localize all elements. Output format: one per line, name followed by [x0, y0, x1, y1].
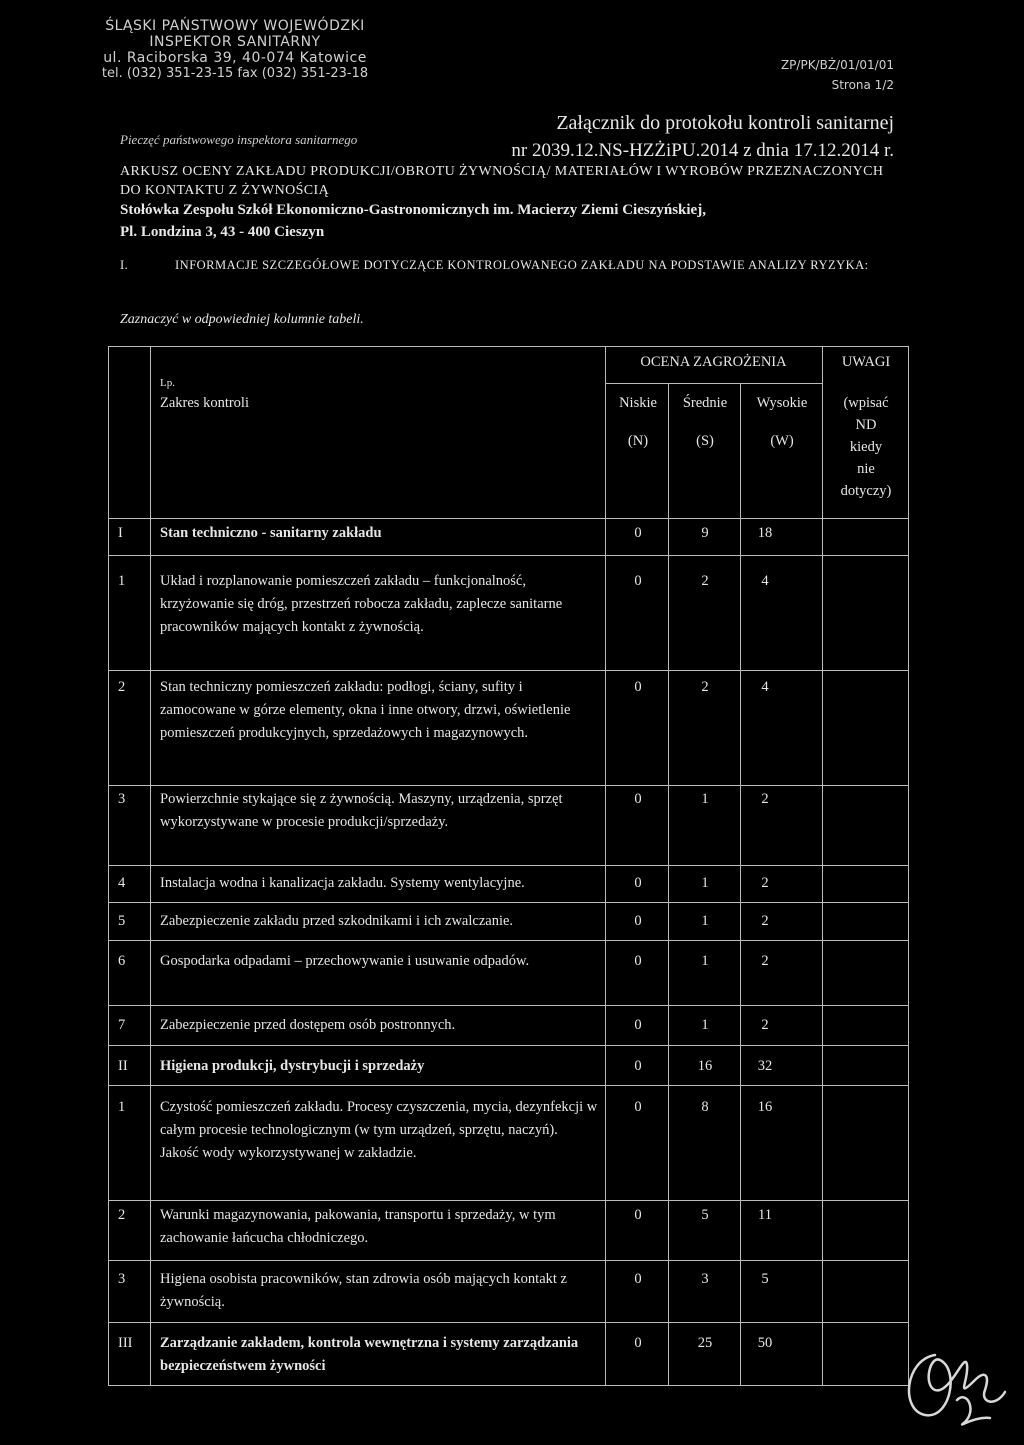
table-divider [108, 1085, 908, 1086]
handwritten-signature [895, 1330, 1015, 1430]
row-low: 0 [634, 913, 642, 929]
row-low: 0 [634, 953, 642, 969]
row-scope: Powierzchnie stykające się z żywnością. Maszyny, urządzenia, sprzęt wykorzystywane w procesie produkcji/sprzedaży. [160, 791, 563, 830]
row-low: 0 [634, 1099, 642, 1115]
facility-info [120, 199, 706, 243]
section-heading [120, 255, 898, 275]
header-medium: Średnie [682, 395, 728, 411]
row-number: 6 [118, 953, 126, 969]
row-medium: 9 [701, 525, 709, 541]
row-high: 32 [757, 1058, 773, 1074]
stamp-line-1: ŚLĄSKI PAŃSTWOWY WOJEWÓDZKI [105, 18, 365, 34]
table-divider [108, 1005, 908, 1006]
document-code: ZP/PK/BŻ/01/01/01 [780, 58, 894, 72]
attachment-number: nr 2039.12.NS-HZŻiPU.2014 z dnia 17.12.2014 r. [511, 140, 894, 161]
row-number: 7 [118, 1017, 126, 1033]
table-border-bottom [108, 1385, 908, 1386]
table-divider [108, 865, 908, 866]
table-divider [108, 1200, 908, 1201]
table-divider [605, 383, 822, 384]
table-divider [108, 940, 908, 941]
row-high: 50 [757, 1335, 773, 1351]
table-divider [108, 555, 908, 556]
row-number: 2 [118, 1207, 126, 1223]
document-reference [781, 55, 894, 95]
row-medium: 3 [701, 1271, 709, 1287]
row-medium: 1 [701, 875, 709, 891]
table-border-right [908, 346, 909, 1386]
row-medium: 1 [701, 791, 709, 807]
table-border-left [108, 346, 109, 1386]
row-medium: 25 [697, 1335, 713, 1351]
header-notes-hint: (wpisać ND kiedy nie dotyczy) [840, 395, 892, 499]
table-border-top [108, 346, 908, 347]
row-scope: Higiena osobista pracowników, stan zdrowia osób mających kontakt z żywnością. [160, 1271, 567, 1310]
row-scope: Zarządzanie zakładem, kontrola wewnętrzna i systemy zarządzania bezpieczeństwem żywności [160, 1335, 579, 1374]
section-number: I. [120, 258, 129, 272]
row-low: 0 [634, 875, 642, 891]
row-low: 0 [634, 1207, 642, 1223]
row-high: 2 [761, 1017, 769, 1033]
row-scope: Gospodarka odpadami – przechowywanie i usuwanie odpadów. [160, 953, 530, 969]
stamp-line-2: INSPEKTOR SANITARNY [149, 34, 321, 50]
table-divider [668, 383, 669, 1386]
table-divider [108, 670, 908, 671]
row-high: 2 [761, 875, 769, 891]
table-divider [605, 346, 606, 1386]
row-high: 11 [758, 1207, 772, 1223]
page-indicator: Strona 1/2 [831, 78, 894, 92]
header-low: Niskie [619, 395, 657, 411]
row-scope: Stan techniczny pomieszczeń zakładu: podłogi, ściany, sufity i zamocowane w górze elementy, okna i inne otwory, drzwi, oświetlenie pomieszczeń produkcyjnych, sprzedażowych i magazynowych. [160, 679, 571, 741]
table-divider [108, 1045, 908, 1046]
facility-name: Stołówka Zespołu Szkół Ekonomiczno-Gastronomicznych im. Macierzy Ziemi Cieszyńskiej, [120, 202, 706, 218]
row-high: 4 [761, 679, 769, 695]
row-number: 2 [118, 679, 126, 695]
stamp-line-3: ul. Raciborska 39, 40-074 Katowice [103, 50, 367, 66]
row-high: 4 [761, 573, 769, 589]
header-high-code: (W) [770, 433, 794, 449]
header-notes: UWAGI [841, 354, 891, 370]
row-number: I [118, 525, 123, 541]
row-high: 2 [761, 791, 769, 807]
table-divider [822, 346, 823, 1386]
row-low: 0 [634, 1335, 642, 1351]
row-high: 16 [757, 1099, 773, 1115]
row-low: 0 [634, 1017, 642, 1033]
sheet-title: ARKUSZ OCENY ZAKŁADU PRODUKCJI/OBROTU ŻYWNOŚCIĄ/ MATERIAŁÓW I WYROBÓW PRZEZNACZONYCH DO KONTAKTU Z ŻYWNOŚCIĄ [120, 164, 884, 198]
row-scope: Zabezpieczenie zakładu przed szkodnikami i ich zwalczanie. [160, 913, 514, 929]
row-high: 2 [761, 913, 769, 929]
row-high: 18 [757, 525, 773, 541]
header-high: Wysokie [756, 395, 808, 411]
row-number: 3 [118, 791, 126, 807]
attachment-title: Załącznik do protokołu kontroli sanitarnej [556, 112, 894, 134]
row-number: II [118, 1058, 128, 1074]
official-stamp [85, 18, 385, 82]
header-medium-code: (S) [696, 433, 714, 449]
header-lp: Lp. [160, 377, 175, 389]
row-scope: Czystość pomieszczeń zakładu. Procesy czyszczenia, mycia, dezynfekcji w całym procesie technologicznym (w tym urządzeń, sprzętu, naczyń). Jakość wody wykorzystywanej w zakładzie. [160, 1099, 598, 1161]
row-low: 0 [634, 1058, 642, 1074]
stamp-line-4: tel. (032) 351-23-15 fax (032) 351-23-18 [101, 66, 369, 81]
header-threat-assessment: OCENA ZAGROŻENIA [640, 354, 787, 370]
row-low: 0 [634, 1271, 642, 1287]
row-medium: 2 [701, 573, 709, 589]
facility-address: Pl. Londzina 3, 43 - 400 Cieszyn [120, 224, 325, 240]
stamp-caption: Pieczęć państwowego inspektora sanitarnego [120, 132, 358, 147]
table-divider [108, 902, 908, 903]
row-medium: 1 [701, 953, 709, 969]
header-low-code: (N) [627, 433, 649, 449]
row-scope: Stan techniczno - sanitarny zakładu [160, 525, 382, 541]
table-divider [108, 785, 908, 786]
row-low: 0 [634, 525, 642, 541]
table-divider [150, 346, 151, 1386]
row-high: 5 [761, 1271, 769, 1287]
row-scope: Higiena produkcji, dystrybucji i sprzedaży [160, 1058, 425, 1074]
row-number: 5 [118, 913, 126, 929]
row-low: 0 [634, 791, 642, 807]
row-number: 1 [118, 573, 126, 589]
row-scope: Zabezpieczenie przed dostępem osób postronnych. [160, 1017, 456, 1033]
table-divider [108, 1322, 908, 1323]
row-scope: Instalacja wodna i kanalizacja zakładu. Systemy wentylacyjne. [160, 875, 525, 891]
row-number: 1 [118, 1099, 126, 1115]
row-medium: 2 [701, 679, 709, 695]
row-scope: Warunki magazynowania, pakowania, transportu i sprzedaży, w tym zachowanie łańcucha chłodniczego. [160, 1207, 556, 1246]
header-scope: Zakres kontroli [160, 395, 249, 411]
table-divider [108, 1260, 908, 1261]
row-medium: 16 [697, 1058, 713, 1074]
row-scope: Układ i rozplanowanie pomieszczeń zakładu – funkcjonalność, krzyżowanie się dróg, przestrzeń robocza zakładu, zaplecze sanitarne pracowników mających kontakt z żywnością. [160, 573, 563, 635]
row-number: III [118, 1335, 133, 1351]
table-divider [108, 518, 908, 519]
row-low: 0 [634, 573, 642, 589]
row-medium: 1 [701, 913, 709, 929]
row-number: 4 [118, 875, 126, 891]
row-low: 0 [634, 679, 642, 695]
row-number: 3 [118, 1271, 126, 1287]
row-medium: 8 [701, 1099, 709, 1115]
row-medium: 1 [701, 1017, 709, 1033]
section-title: INFORMACJE SZCZEGÓŁOWE DOTYCZĄCE KONTROLOWANEGO ZAKŁADU NA PODSTAWIE ANALIZY RYZYKA: [175, 258, 869, 272]
instruction-text: Zaznaczyć w odpowiedniej kolumnie tabeli. [120, 312, 364, 327]
row-high: 2 [761, 953, 769, 969]
row-medium: 5 [701, 1207, 709, 1223]
